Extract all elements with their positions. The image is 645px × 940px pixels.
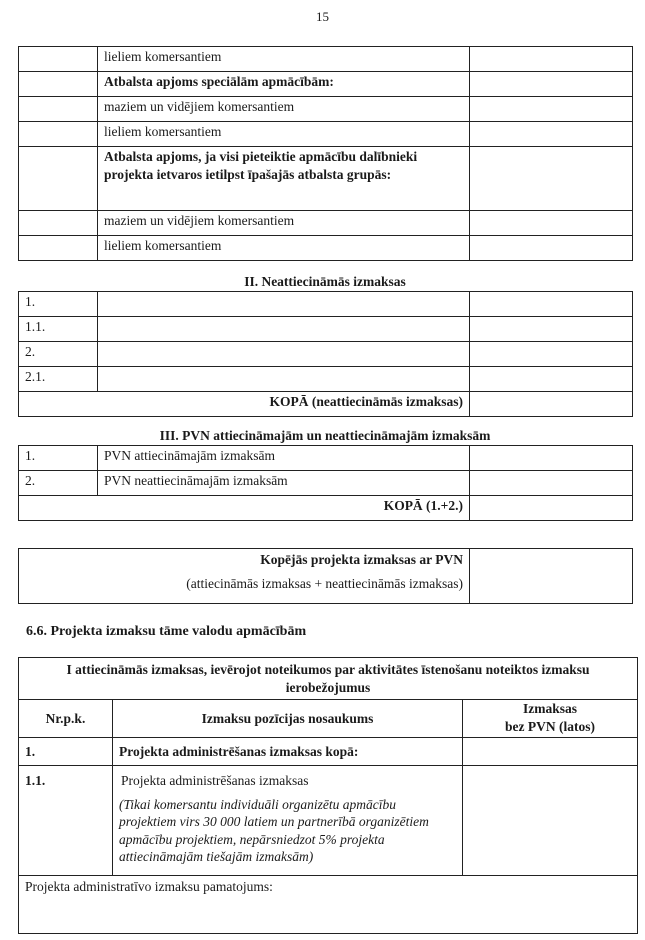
header-cost-line2: bez PVN (latos) <box>505 718 595 734</box>
row-note: (Tikai komersantu individuāli organizētu apmācību projektiem virs 30 000 latiem un partnerībā organizētiem apmācību projektiem, nepārsniedzot 5% projekta attiecināmajām tiešajām izmaksām) <box>119 796 429 865</box>
table-row <box>19 446 633 471</box>
row-label[interactable] <box>98 317 470 342</box>
row-label: maziem un vidējiem komersantiem <box>98 97 470 122</box>
table-row <box>19 147 633 211</box>
total-label: KOPĀ (1.+2.) <box>19 496 470 521</box>
vat-table <box>18 445 633 521</box>
row-number-cell <box>19 72 98 97</box>
total-project-costs-label: Kopējās projekta izmaksas ar PVN <box>260 552 463 567</box>
section-title-ineligible: II. Neattiecināmās izmaksas <box>244 274 406 289</box>
row-number: 1.1. <box>19 766 113 876</box>
table-row <box>19 367 633 392</box>
row-label[interactable] <box>98 292 470 317</box>
table-row <box>19 72 633 97</box>
total-row <box>19 496 633 521</box>
total-project-costs-sublabel: (attiecināmās izmaksas + neattiecināmās izmaksas) <box>186 575 463 591</box>
justification-field[interactable] <box>19 876 638 934</box>
row-label: lieliem komersantiem <box>98 236 470 261</box>
table-row <box>19 211 633 236</box>
row-label: maziem un vidējiem komersantiem <box>98 211 470 236</box>
table-row <box>19 549 633 604</box>
amount-cell[interactable] <box>470 236 633 261</box>
section-title-vat: III. PVN attiecināmajām un neattiecināmajām izmaksām <box>159 428 491 443</box>
amount-cell[interactable] <box>470 47 633 72</box>
row-number-cell <box>19 122 98 147</box>
row-number-cell <box>19 97 98 122</box>
row-number: 1. <box>19 446 98 471</box>
table-row <box>19 317 633 342</box>
row-label-cell <box>113 766 463 876</box>
row-number: 2. <box>19 471 98 496</box>
header-row <box>19 700 638 738</box>
table-row <box>19 47 633 72</box>
row-number: 2. <box>19 342 98 367</box>
table-title-row <box>19 658 638 700</box>
table-row <box>19 738 638 766</box>
table-row <box>19 766 638 876</box>
row-label: Atbalsta apjoms speciālām apmācībām: <box>98 72 470 97</box>
justification-label: Projekta administratīvo izmaksu pamatojums: <box>25 879 273 895</box>
table-row <box>19 292 633 317</box>
language-training-budget-table <box>18 657 638 934</box>
amount-cell[interactable] <box>470 342 633 367</box>
amount-cell[interactable] <box>470 147 633 211</box>
total-label: KOPĀ (neattiecināmās izmaksas) <box>19 392 470 417</box>
amount-cell[interactable] <box>463 766 638 876</box>
header-cost <box>463 700 638 738</box>
table-row <box>19 122 633 147</box>
row-label: PVN attiecināmajām izmaksām <box>98 446 470 471</box>
row-number-cell <box>19 147 98 211</box>
row-label: Atbalsta apjoms, ja visi pieteiktie apmācību dalībnieki projekta ietvaros ietilpst īpašajās atbalsta grupās: <box>98 147 470 211</box>
row-label: PVN neattiecināmajām izmaksām <box>98 471 470 496</box>
total-row <box>19 392 633 417</box>
header-nr: Nr.p.k. <box>19 700 113 738</box>
total-amount-cell[interactable] <box>470 496 633 521</box>
row-label: Projekta administrēšanas izmaksas <box>121 773 309 789</box>
row-number: 1. <box>19 738 113 766</box>
total-project-costs-cell <box>19 549 470 604</box>
page-number: 15 <box>316 9 329 24</box>
table-row <box>19 236 633 261</box>
row-number: 1.1. <box>19 317 98 342</box>
row-number: 2.1. <box>19 367 98 392</box>
table-title: I attiecināmās izmaksas, ievērojot noteikumos par aktivitātes īstenošanu noteiktos izmaksu ierobežojumus <box>19 658 638 700</box>
total-amount-cell[interactable] <box>470 392 633 417</box>
amount-cell[interactable] <box>470 446 633 471</box>
justification-row <box>19 876 638 934</box>
table-row <box>19 97 633 122</box>
amount-cell[interactable] <box>470 367 633 392</box>
row-number: 1. <box>19 292 98 317</box>
amount-cell[interactable] <box>470 97 633 122</box>
header-name: Izmaksu pozīcijas nosaukums <box>113 700 463 738</box>
amount-cell[interactable] <box>470 72 633 97</box>
row-number-cell <box>19 47 98 72</box>
amount-cell[interactable] <box>470 292 633 317</box>
row-label[interactable] <box>98 367 470 392</box>
amount-cell[interactable] <box>470 211 633 236</box>
row-number-cell <box>19 211 98 236</box>
header-cost-line1: Izmaksas <box>522 701 577 717</box>
ineligible-costs-table <box>18 291 633 417</box>
row-number-cell <box>19 236 98 261</box>
table-row <box>19 342 633 367</box>
amount-cell[interactable] <box>463 738 638 766</box>
table-row <box>19 471 633 496</box>
amount-cell[interactable] <box>470 471 633 496</box>
amount-cell[interactable] <box>470 122 633 147</box>
row-label: lielie​m komersantiem <box>98 47 470 72</box>
amount-cell[interactable] <box>470 317 633 342</box>
total-project-costs-table <box>18 548 633 604</box>
row-label: Projekta administrēšanas izmaksas kopā: <box>113 738 463 766</box>
section-heading-6-6: 6.6. Projekta izmaksu tāme valodu apmācībām <box>26 624 307 639</box>
row-label: lieliem komersantiem <box>98 122 470 147</box>
row-label[interactable] <box>98 342 470 367</box>
support-volume-table <box>18 46 633 261</box>
total-project-costs-amount[interactable] <box>470 549 633 604</box>
